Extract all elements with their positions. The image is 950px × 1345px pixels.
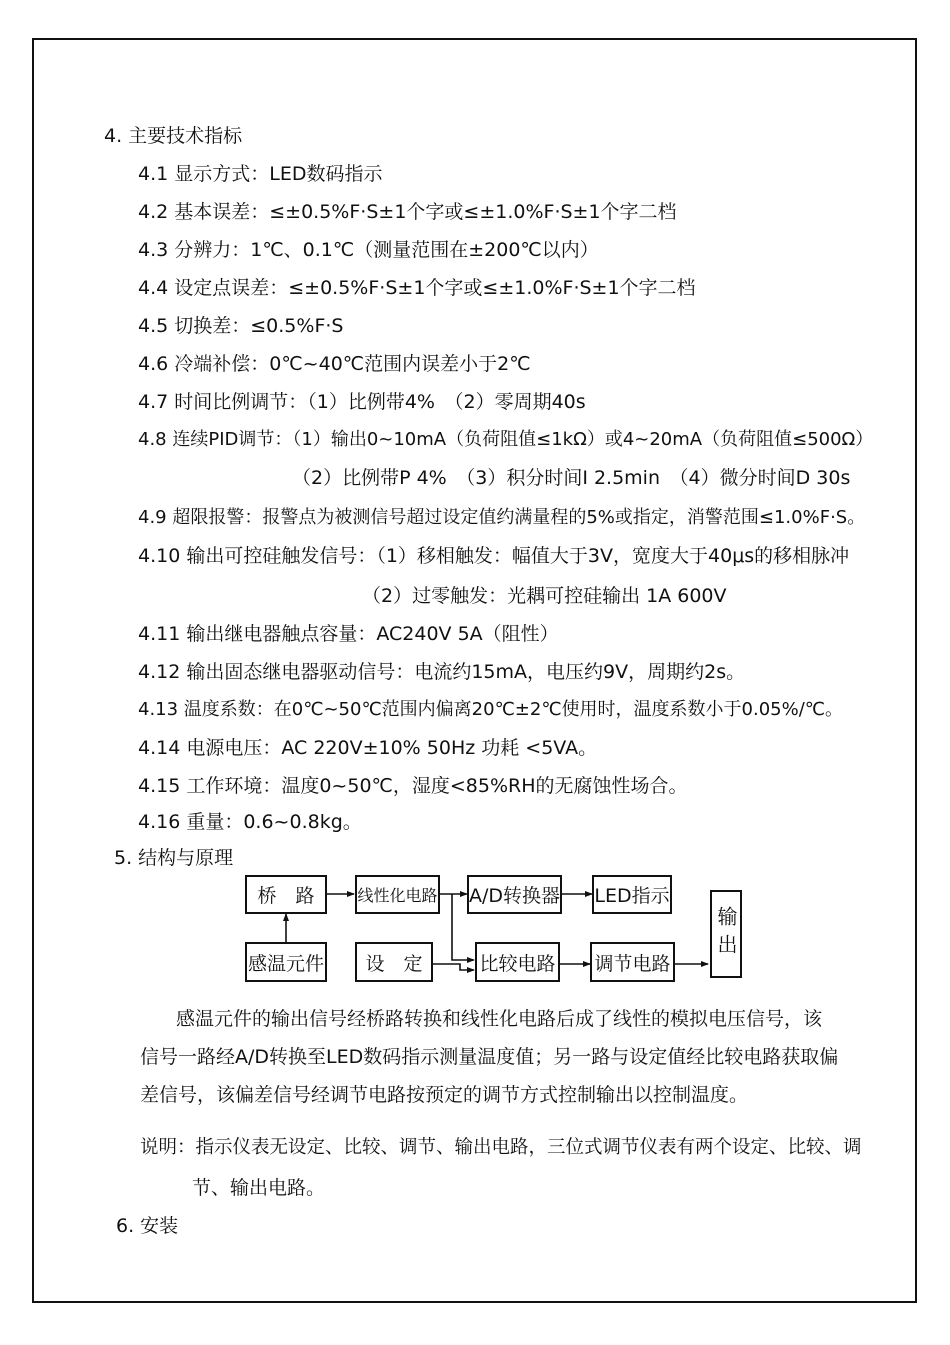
note-line-2: 节、输出电路。: [192, 1177, 326, 1199]
arrow-setpoint-to-comparator: [433, 964, 474, 970]
output-block: [710, 890, 742, 978]
bridge-block: 桥 路: [245, 875, 327, 914]
spec-4-9: 4.9 超限报警：报警点为被测信号超过设定值约满量程的5%或指定，消警范围≤1.0%F·S。: [138, 507, 866, 528]
spec-4-6: 4.6 冷端补偿：0℃~40℃范围内误差小于2℃: [138, 353, 531, 375]
spec-4-16: 4.16 重量：0.6~0.8kg。: [138, 811, 362, 833]
regulator-block: 调节电路: [590, 942, 675, 982]
sensor-block: 感温元件: [245, 942, 327, 982]
spec-4-3: 4.3 分辨力：1℃、0.1℃（测量范围在±200℃以内）: [138, 239, 599, 261]
section-4-title: 4. 主要技术指标: [104, 125, 243, 147]
led-display-block: LED指示: [592, 875, 672, 914]
section-6-title: 6. 安装: [116, 1215, 179, 1237]
spec-4-10: 4.10 输出可控硅触发信号：（1）移相触发：幅值大于3V，宽度大于40μs的移相脉冲: [138, 545, 850, 567]
principle-paragraph: 感温元件的输出信号经桥路转换和线性化电路后成了线性的模拟电压信号，该信号一路经A/D转换至LED数码指示测量温度值；另一路与设定值经比较电路获取偏差信号，该偏差信号经调节电路按预定的调节方式控制输出以控制温度。: [140, 1008, 839, 1106]
setpoint-block: 设 定: [355, 942, 433, 982]
comparator-block: 比较电路: [475, 942, 560, 982]
spec-4-2: 4.2 基本误差：≤±0.5%F·S±1个字或≤±1.0%F·S±1个字二档: [138, 201, 677, 223]
linearization-block: 线性化电路: [355, 875, 440, 914]
spec-4-13: 4.13 温度系数：在0℃~50℃范围内偏离20℃±2℃使用时，温度系数小于0.05%/℃。: [138, 699, 843, 720]
spec-4-5: 4.5 切换差：≤0.5%F·S: [138, 315, 344, 337]
spec-4-10-continued: （2）过零触发：光耦可控硅输出 1A 600V: [362, 585, 727, 607]
spec-4-8-continued: （2）比例带P 4% （3）积分时间I 2.5min （4）微分时间D 30s: [292, 467, 851, 489]
spec-4-12: 4.12 输出固态继电器驱动信号：电流约15mA，电压约9V，周期约2s。: [138, 661, 746, 683]
note-line-1: 说明：指示仪表无设定、比较、调节、输出电路，三位式调节仪表有两个设定、比较、调: [140, 1137, 862, 1158]
spec-4-7: 4.7 时间比例调节：（1）比例带4% （2）零周期40s: [138, 391, 586, 413]
section-5-title: 5. 结构与原理: [114, 847, 234, 869]
spec-4-15: 4.15 工作环境：温度0~50℃，湿度<85%RH的无腐蚀性场合。: [138, 775, 688, 797]
spec-4-4: 4.4 设定点误差：≤±0.5%F·S±1个字或≤±1.0%F·S±1个字二档: [138, 277, 696, 299]
spec-4-1: 4.1 显示方式：LED数码指示: [138, 163, 383, 185]
spec-4-8: 4.8 连续PID调节：（1）输出0~10mA（负荷阻值≤1kΩ）或4~20mA（负荷阻值≤500Ω）: [138, 429, 874, 450]
ad-converter-block: A/D转换器: [467, 875, 562, 914]
spec-4-14: 4.14 电源电压：AC 220V±10% 50Hz 功耗 <5VA。: [138, 737, 598, 759]
output-label: 输出: [714, 906, 738, 962]
spec-4-11: 4.11 输出继电器触点容量：AC240V 5A（阻性）: [138, 623, 559, 645]
